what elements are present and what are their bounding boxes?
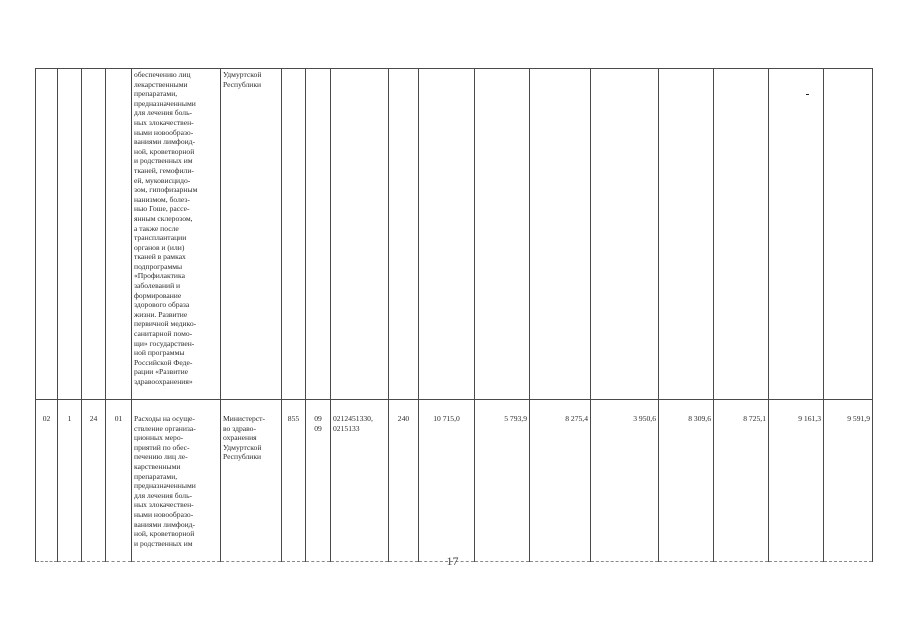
value-cell: 8 275,4 <box>530 400 591 562</box>
value-cell <box>475 69 530 400</box>
code-gp-cell <box>36 69 58 400</box>
scan-speck <box>806 94 809 95</box>
value-cell <box>530 69 591 400</box>
grbs-cell <box>282 69 306 400</box>
value-cell: 3 950,6 <box>591 400 659 562</box>
vr-cell <box>389 69 419 400</box>
value-cell <box>824 69 873 400</box>
responsible-cell: Министерст- во здраво- охранения Удмуртской Республики <box>221 400 282 562</box>
csr-cell: 0212451330, 0215133 <box>331 400 389 562</box>
code-gp-cell: 02 <box>36 400 58 562</box>
rz-pr-cell <box>306 69 331 400</box>
description-cell: обеспечению лиц лекарственными препаратами, предназначенными для лечения боль- ных злокачествен- ными новообразо- ваниями лимфоид- ной, кроветворной и родственных им тканей, гемофили- ей, муковисцидо- зом, гипофизарным нанизмом, болез- нью Гоше, рассе- янным склерозом, а также после трансплантации органов и (или) тканей в рамках подпрограммы «Профилактика заболеваний и формирование здорового образа жизни. Развитие первичной медико- санитарной помо- щи» государствен- ной программы Российской Феде- рации «Развитие здравоохранения» <box>132 69 221 400</box>
value-cell: 8 309,6 <box>659 400 714 562</box>
value-cell: 8 725,1 <box>714 400 769 562</box>
value-cell <box>591 69 659 400</box>
code-pp-cell: 1 <box>58 400 82 562</box>
code-om-cell: 24 <box>82 400 106 562</box>
program-expenses-table <box>35 68 873 562</box>
code-pp-cell <box>58 69 82 400</box>
code-m-cell: 01 <box>106 400 132 562</box>
value-cell <box>659 69 714 400</box>
value-cell <box>769 69 824 400</box>
grbs-cell: 855 <box>282 400 306 562</box>
value-cell: 9 591,9 <box>824 400 873 562</box>
value-cell: 10 715,0 <box>419 400 475 562</box>
responsible-cell: Удмуртской Республики <box>221 69 282 400</box>
value-cell: 5 793,9 <box>475 400 530 562</box>
description-cell: Расходы на осуще- ствление организа- ционных меро- приятий по обес- печению лиц ле- карственными препаратами, предназначенными для лечения боль- ных злокачествен- ными новообразо- ваниями лимфоид- ной, кроветворной и родственных им <box>132 400 221 562</box>
table-row <box>36 69 873 400</box>
vr-cell: 240 <box>389 400 419 562</box>
table-row <box>36 400 873 562</box>
value-cell <box>714 69 769 400</box>
value-cell <box>419 69 475 400</box>
code-om-cell <box>82 69 106 400</box>
code-m-cell <box>106 69 132 400</box>
csr-cell <box>331 69 389 400</box>
value-cell: 9 161,3 <box>769 400 824 562</box>
rz-pr-cell: 09 09 <box>306 400 331 562</box>
page-number: 17 <box>446 554 459 568</box>
